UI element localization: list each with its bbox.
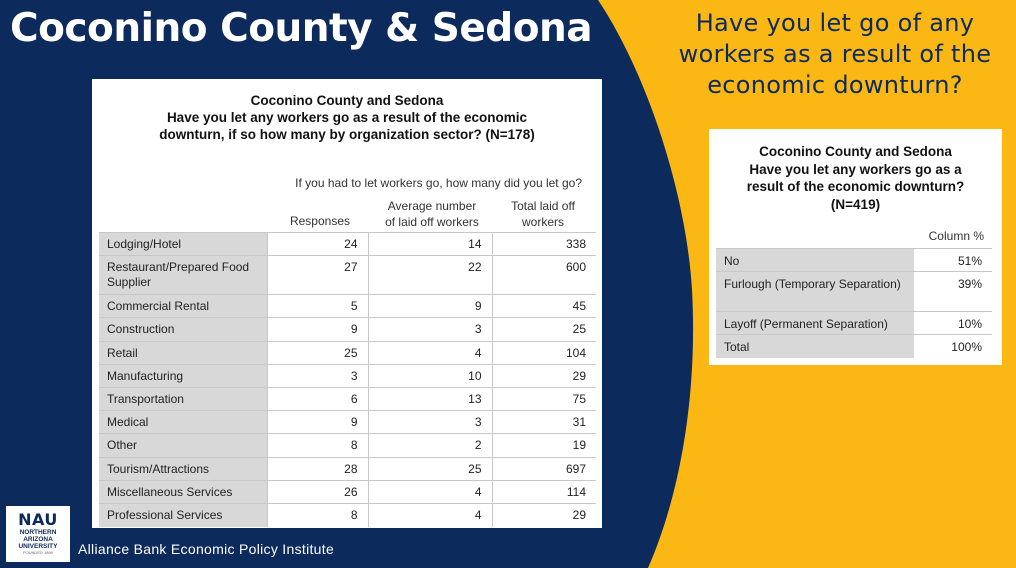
table-row	[99, 411, 596, 434]
label-cell: No	[716, 249, 914, 272]
label-cell: Layoff (Permanent Separation)	[716, 312, 914, 335]
average-cell: 2	[368, 434, 492, 457]
sector-cell: Other	[99, 434, 267, 457]
sector-cell: Restaurant/Prepared Food Supplier	[99, 256, 267, 295]
total-cell: 31	[492, 411, 596, 434]
average-cell: 4	[368, 480, 492, 503]
sector-cell: Miscellaneous Services	[99, 480, 267, 503]
responses-cell: 6	[267, 387, 368, 410]
table-row	[716, 249, 992, 272]
responses-cell: 9	[267, 318, 368, 341]
total-cell: 338	[492, 233, 596, 256]
col-header-responses: Responses	[289, 214, 351, 228]
sector-cell: Commercial Rental	[99, 295, 267, 318]
average-cell: 9	[368, 295, 492, 318]
responses-cell: 3	[267, 364, 368, 387]
sector-cell: Medical	[99, 411, 267, 434]
table-row	[99, 233, 596, 256]
sector-cell: Manufacturing	[99, 364, 267, 387]
table-row	[716, 312, 992, 335]
sector-table-panel	[92, 79, 602, 528]
table-row	[99, 434, 596, 457]
total-cell: 104	[492, 341, 596, 364]
col-header-total: Total laid off workers	[511, 199, 575, 229]
responses-cell: 28	[267, 457, 368, 480]
responses-cell: 8	[267, 434, 368, 457]
average-cell: 3	[368, 411, 492, 434]
nau-logo: NAU NORTHERN ARIZONA UNIVERSITY FOUNDED 1899	[6, 506, 70, 562]
table-row	[99, 256, 596, 295]
average-cell: 4	[368, 341, 492, 364]
table-row	[99, 387, 596, 410]
table-row	[99, 295, 596, 318]
label-cell: Total	[716, 335, 914, 358]
total-cell: 600	[492, 256, 596, 295]
total-cell: 114	[492, 480, 596, 503]
sector-cell: Transportation	[99, 387, 267, 410]
side-question: Have you let go of any workers as a result of the economic downturn?	[678, 9, 992, 99]
average-cell: 22	[368, 256, 492, 295]
average-cell: 13	[368, 387, 492, 410]
sector-cell: Professional Services	[99, 503, 267, 526]
value-cell: 51%	[914, 249, 992, 272]
average-cell: 25	[368, 457, 492, 480]
sector-cell: Retail	[99, 341, 267, 364]
average-cell: 14	[368, 233, 492, 256]
sector-table	[99, 232, 596, 527]
group-header: If you had to let workers go, how many did you let go?	[295, 176, 582, 190]
responses-cell: 24	[267, 233, 368, 256]
layoff-table	[716, 248, 992, 358]
table-row	[99, 341, 596, 364]
value-cell: 39%	[914, 272, 992, 312]
total-cell: 75	[492, 387, 596, 410]
total-cell: 697	[492, 457, 596, 480]
table-row	[99, 457, 596, 480]
total-cell: 25	[492, 318, 596, 341]
average-cell: 4	[368, 503, 492, 526]
slide-title: Coconino County & Sedona	[10, 6, 593, 51]
sector-table-title: Coconino County and Sedona Have you let any workers go as a result of the economic downturn, if so how many by organization sector? (N=178)	[159, 93, 535, 142]
layoff-table-panel	[709, 129, 1002, 365]
value-cell: 100%	[914, 335, 992, 358]
table-row	[99, 318, 596, 341]
table-row	[99, 364, 596, 387]
table-row	[99, 480, 596, 503]
sector-cell: Construction	[99, 318, 267, 341]
col-header-average: Average number of laid off workers	[385, 199, 479, 229]
total-cell: 29	[492, 364, 596, 387]
responses-cell: 9	[267, 411, 368, 434]
responses-cell: 5	[267, 295, 368, 318]
responses-cell: 25	[267, 341, 368, 364]
total-cell: 45	[492, 295, 596, 318]
footer-text: Alliance Bank Economic Policy Institute	[78, 541, 335, 557]
col-header-percent: Column %	[928, 229, 984, 243]
sector-cell: Lodging/Hotel	[99, 233, 267, 256]
responses-cell: 26	[267, 480, 368, 503]
sector-cell: Tourism/Attractions	[99, 457, 267, 480]
average-cell: 3	[368, 318, 492, 341]
responses-cell: 27	[267, 256, 368, 295]
average-cell: 10	[368, 364, 492, 387]
total-cell: 19	[492, 434, 596, 457]
table-row	[99, 503, 596, 526]
total-cell: 29	[492, 503, 596, 526]
table-row	[716, 335, 992, 358]
responses-cell: 8	[267, 503, 368, 526]
table-row	[716, 272, 992, 312]
layoff-table-title: Coconino County and Sedona Have you let any workers go as a result of the economic downturn? (N=419)	[746, 144, 965, 212]
value-cell: 10%	[914, 312, 992, 335]
label-cell: Furlough (Temporary Separation)	[716, 272, 914, 312]
